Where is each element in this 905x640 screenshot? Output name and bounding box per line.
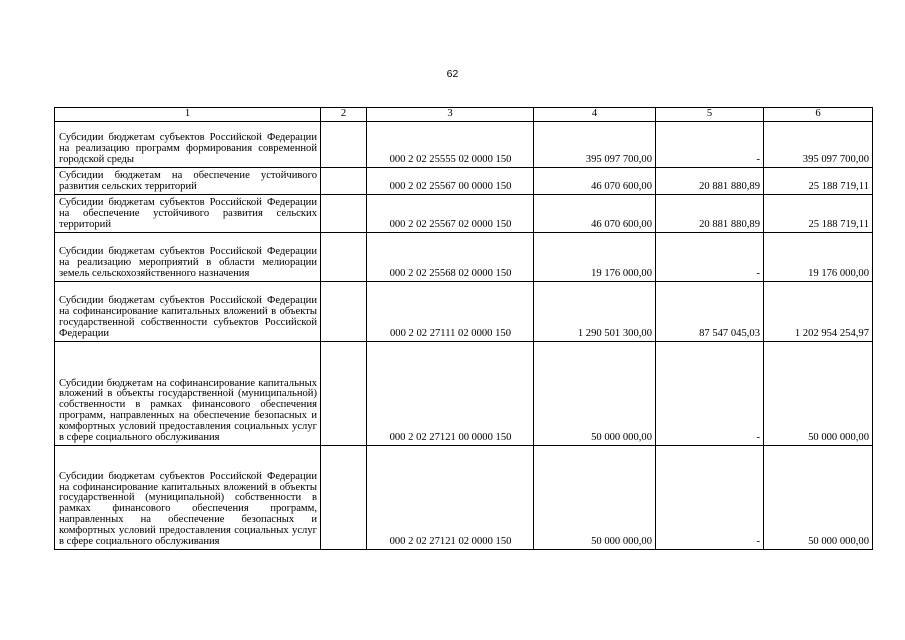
table-row — [55, 446, 873, 550]
row-description: Субсидии бюджетам на софинансирование капитальных вложений в объекты государственной (муниципальной) собственности в рамках финансового обеспечения программ, направленных на обеспечение безопасных и комфортных условий предоставления социальных услуг в сфере социального обслуживания — [55, 342, 321, 446]
row-remainder: 25 188 719,11 — [764, 195, 873, 233]
row-plan: 395 097 700,00 — [534, 122, 656, 168]
row-col2 — [321, 195, 367, 233]
table-row — [55, 282, 873, 342]
row-code: 000 2 02 25555 02 0000 150 — [367, 122, 534, 168]
row-plan: 50 000 000,00 — [534, 446, 656, 550]
column-header-6: 6 — [764, 108, 873, 122]
table-row — [55, 122, 873, 168]
column-header-5: 5 — [656, 108, 764, 122]
column-header-4: 4 — [534, 108, 656, 122]
row-plan: 46 070 600,00 — [534, 195, 656, 233]
row-code: 000 2 02 27111 02 0000 150 — [367, 282, 534, 342]
row-code: 000 2 02 25567 02 0000 150 — [367, 195, 534, 233]
row-remainder: 19 176 000,00 — [764, 233, 873, 282]
row-executed: 20 881 880,89 — [656, 195, 764, 233]
row-remainder: 50 000 000,00 — [764, 342, 873, 446]
table-header-row — [55, 108, 873, 122]
row-col2 — [321, 282, 367, 342]
row-col2 — [321, 446, 367, 550]
row-remainder: 25 188 719,11 — [764, 168, 873, 195]
row-remainder: 1 202 954 254,97 — [764, 282, 873, 342]
row-description: Субсидии бюджетам субъектов Российской Федерации на реализацию мероприятий в области мелиорации земель сельскохозяйственного назначения — [55, 233, 321, 282]
row-description: Субсидии бюджетам субъектов Российской Федерации на софинансирование капитальных вложений в объекты государственной (муниципальной) собственности в рамках финансового обеспечения программ, направленных на обеспечение безопасных и комфортных условий предоставления социальных услуг в сфере социального обслуживания — [55, 446, 321, 550]
table-row — [55, 195, 873, 233]
row-plan: 1 290 501 300,00 — [534, 282, 656, 342]
row-description: Субсидии бюджетам на обеспечение устойчивого развития сельских территорий — [55, 168, 321, 195]
column-header-1: 1 — [55, 108, 321, 122]
row-code: 000 2 02 25568 02 0000 150 — [367, 233, 534, 282]
table-row — [55, 233, 873, 282]
row-col2 — [321, 342, 367, 446]
row-executed: - — [656, 342, 764, 446]
row-col2 — [321, 233, 367, 282]
row-executed: 87 547 045,03 — [656, 282, 764, 342]
column-header-3: 3 — [367, 108, 534, 122]
row-executed: - — [656, 233, 764, 282]
row-col2 — [321, 122, 367, 168]
row-remainder: 50 000 000,00 — [764, 446, 873, 550]
column-header-2: 2 — [321, 108, 367, 122]
row-code: 000 2 02 27121 00 0000 150 — [367, 342, 534, 446]
row-remainder: 395 097 700,00 — [764, 122, 873, 168]
table-row — [55, 342, 873, 446]
row-code: 000 2 02 27121 02 0000 150 — [367, 446, 534, 550]
row-description: Субсидии бюджетам субъектов Российской Федерации на софинансирование капитальных вложений в объекты государственной собственности субъектов Российской Федерации — [55, 282, 321, 342]
page-number: 62 — [446, 68, 459, 80]
row-plan: 46 070 600,00 — [534, 168, 656, 195]
row-executed: - — [656, 122, 764, 168]
row-executed: - — [656, 446, 764, 550]
budget-revenue-table — [54, 107, 873, 550]
row-description: Субсидии бюджетам субъектов Российской Федерации на обеспечение устойчивого развития сельских территорий — [55, 195, 321, 233]
row-plan: 50 000 000,00 — [534, 342, 656, 446]
table-row — [55, 168, 873, 195]
row-description: Субсидии бюджетам субъектов Российской Федерации на реализацию программ формирования современной городской среды — [55, 122, 321, 168]
row-code: 000 2 02 25567 00 0000 150 — [367, 168, 534, 195]
row-plan: 19 176 000,00 — [534, 233, 656, 282]
row-executed: 20 881 880,89 — [656, 168, 764, 195]
row-col2 — [321, 168, 367, 195]
